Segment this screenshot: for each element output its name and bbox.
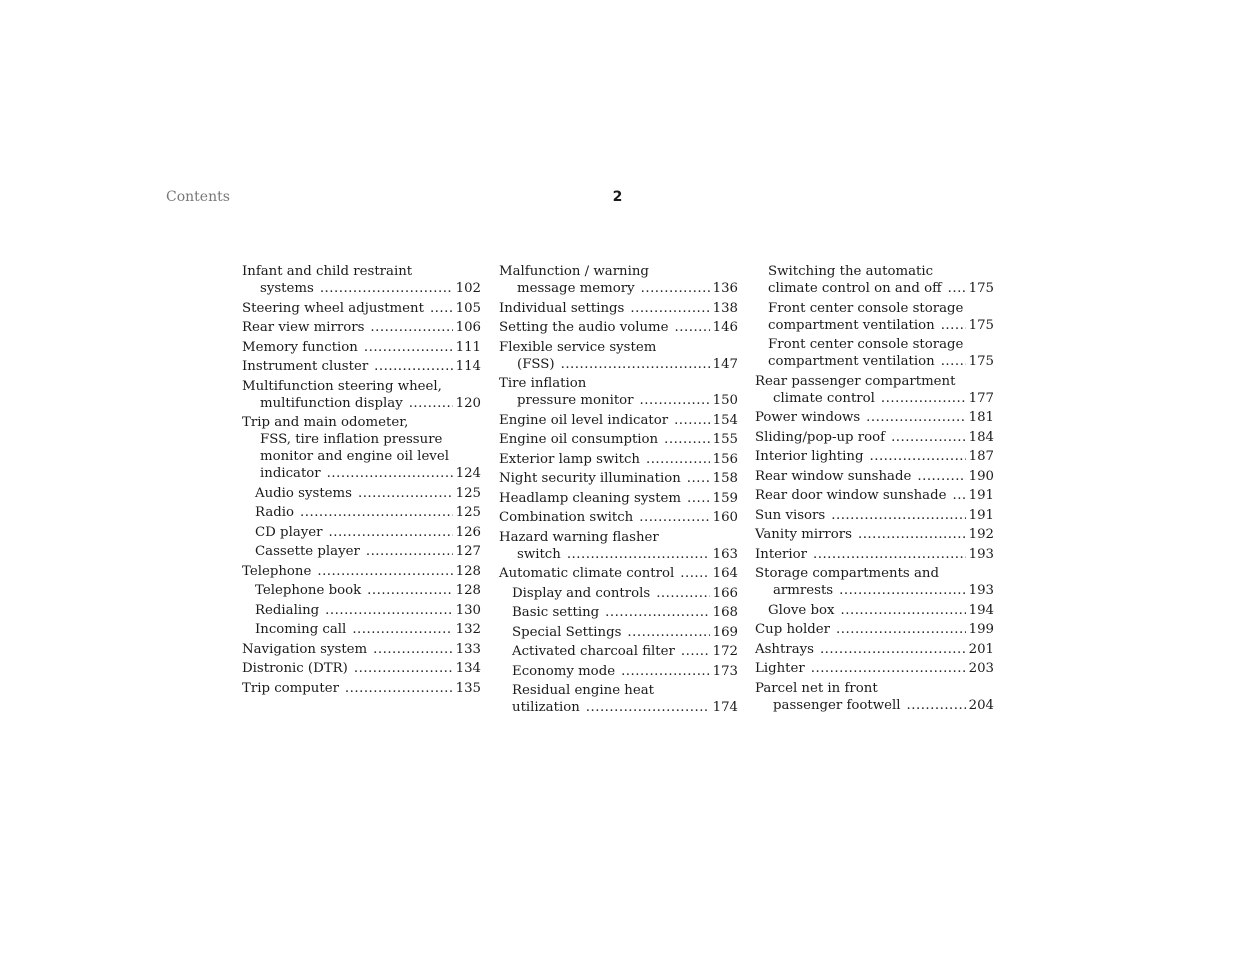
toc-entry[interactable] xyxy=(242,582,481,599)
dot-leader xyxy=(680,565,709,582)
toc-entry-leader-line xyxy=(242,280,481,297)
toc-entry[interactable] xyxy=(499,682,738,716)
toc-entry-leader-line xyxy=(255,524,481,541)
toc-entry-leader-line xyxy=(242,563,481,580)
toc-entry[interactable] xyxy=(755,448,994,465)
toc-entry-page: 127 xyxy=(455,544,481,559)
toc-entry-leader-line xyxy=(755,582,994,599)
toc-entry-page: 201 xyxy=(968,641,994,657)
toc-entry-title-line: Flexible service system xyxy=(499,339,657,355)
toc-entry[interactable] xyxy=(499,470,738,487)
toc-entry-title-line: Parcel net in front xyxy=(755,680,878,696)
toc-entry-page: 204 xyxy=(968,697,994,713)
toc-entry-page: 190 xyxy=(968,468,994,484)
dot-leader xyxy=(630,300,709,317)
toc-entry-title: Redialing xyxy=(255,602,320,618)
toc-entry-leader-line xyxy=(768,602,994,619)
toc-entry-title: climate control xyxy=(773,390,875,406)
toc-entry-page: 194 xyxy=(968,602,994,618)
toc-entry[interactable] xyxy=(242,602,481,619)
toc-entry-title-line: Rear passenger compartment xyxy=(755,373,956,389)
dot-leader xyxy=(952,487,965,504)
toc-entry-title: Display and controls xyxy=(512,585,651,601)
dot-leader xyxy=(354,660,453,677)
toc-entry[interactable] xyxy=(499,604,738,621)
dot-leader xyxy=(813,546,966,563)
toc-entry-page: 120 xyxy=(455,395,481,411)
dot-leader xyxy=(373,641,452,658)
toc-entry-title-line: Front center console storage xyxy=(768,300,964,316)
dot-leader xyxy=(836,621,966,638)
toc-entry-title-line: Front center console storage xyxy=(768,337,964,352)
toc-entry-title: Combination switch xyxy=(499,510,634,525)
toc-entry[interactable] xyxy=(242,504,481,521)
toc-entry-title: armrests xyxy=(773,583,834,598)
dot-leader xyxy=(640,392,710,409)
toc-entry-title: compartment ventilation xyxy=(768,354,935,369)
toc-entry-leader-line xyxy=(499,300,738,317)
toc-entry-leader-line xyxy=(768,317,994,334)
toc-entry-title: Navigation system xyxy=(242,641,368,657)
toc-entry-page: 160 xyxy=(712,510,738,525)
toc-entry-title: Ashtrays xyxy=(755,641,814,657)
toc-entry-leader-line xyxy=(499,431,738,448)
toc-entry-title: Memory function xyxy=(242,339,358,355)
dot-leader xyxy=(345,680,453,697)
toc-entry-leader-line xyxy=(242,319,481,336)
toc-entry[interactable] xyxy=(755,621,994,638)
toc-entry-leader-line xyxy=(242,680,481,697)
toc-entry-title: (FSS) xyxy=(517,356,555,372)
toc-entry[interactable] xyxy=(755,373,994,407)
toc-entry-leader-line xyxy=(255,621,481,638)
toc-entry-title: Incoming call xyxy=(255,622,347,637)
toc-entry-page: 134 xyxy=(455,661,481,676)
dot-leader xyxy=(409,395,453,412)
toc-entry[interactable] xyxy=(755,546,994,563)
toc-entry-title: utilization xyxy=(512,700,580,715)
dot-leader xyxy=(664,431,709,448)
toc-entry[interactable] xyxy=(242,641,481,658)
toc-entry[interactable] xyxy=(755,565,994,599)
toc-entry[interactable] xyxy=(755,487,994,504)
dot-leader xyxy=(320,280,453,297)
toc-entry-title: Interior lighting xyxy=(755,449,864,464)
toc-entry[interactable] xyxy=(242,358,481,375)
dot-leader xyxy=(687,490,710,507)
toc-entry-title: Automatic climate control xyxy=(499,566,675,581)
toc-entry-leader-line xyxy=(242,465,481,482)
toc-entry-page: 191 xyxy=(968,488,994,503)
toc-entry-title: message memory xyxy=(517,281,635,296)
dot-leader xyxy=(329,524,453,541)
dot-leader xyxy=(656,585,709,602)
toc-entry-page: 130 xyxy=(455,602,481,618)
toc-entry-leader-line xyxy=(242,300,481,317)
toc-entry-page: 132 xyxy=(455,622,481,637)
dot-leader xyxy=(627,624,709,641)
toc-entry-title-line: Tire inflation xyxy=(499,376,587,391)
toc-entry[interactable] xyxy=(499,263,738,297)
toc-entry-leader-line xyxy=(512,604,738,621)
toc-entry-title: Rear window sunshade xyxy=(755,468,912,484)
toc-entry-page: 169 xyxy=(712,624,738,640)
toc-entry-leader-line xyxy=(512,624,738,641)
dot-leader xyxy=(358,485,453,502)
toc-entry[interactable] xyxy=(755,468,994,485)
toc-entry-leader-line xyxy=(242,641,481,658)
toc-entry-leader-line xyxy=(242,395,481,412)
toc-entry-leader-line xyxy=(255,504,481,521)
toc-entry-page: 156 xyxy=(712,451,738,467)
toc-entry-page: 106 xyxy=(455,320,481,335)
toc-entry-page: 150 xyxy=(712,393,738,408)
toc-entry-page: 199 xyxy=(968,622,994,637)
toc-entry-leader-line xyxy=(755,641,994,658)
dot-leader xyxy=(300,504,453,521)
toc-entry-title: Telephone xyxy=(242,563,312,579)
toc-entry-title-line: Residual engine heat xyxy=(512,683,655,698)
dot-leader xyxy=(881,390,966,407)
toc-entry-leader-line xyxy=(768,280,994,297)
toc-entry-title: Cassette player xyxy=(255,544,360,559)
toc-entry-leader-line xyxy=(755,448,994,465)
toc-entry[interactable] xyxy=(242,680,481,697)
toc-entry-leader-line xyxy=(755,660,994,677)
toc-entry[interactable] xyxy=(242,414,481,482)
toc-column-3 xyxy=(755,263,994,716)
dot-leader xyxy=(687,470,710,487)
toc-entry[interactable] xyxy=(499,412,738,429)
toc-entry[interactable] xyxy=(242,300,481,317)
toc-entry-leader-line xyxy=(499,280,738,297)
dot-leader xyxy=(325,602,452,619)
toc-entry-leader-line xyxy=(755,621,994,638)
toc-entry-leader-line xyxy=(242,660,481,677)
toc-entry-title-line: Malfunction / warning xyxy=(499,264,649,279)
toc-entry-title: Interior xyxy=(755,546,807,562)
toc-entry-page: 193 xyxy=(968,546,994,562)
dot-leader xyxy=(866,409,965,426)
toc-entry-title: CD player xyxy=(255,524,323,540)
toc-entry[interactable] xyxy=(242,378,481,412)
toc-entry-title-line: Hazard warning flasher xyxy=(499,529,659,545)
toc-entry[interactable] xyxy=(499,585,738,602)
toc-entry-leader-line xyxy=(499,319,738,336)
toc-entry[interactable] xyxy=(755,507,994,524)
toc-entry-page: 193 xyxy=(968,583,994,598)
dot-leader xyxy=(907,697,966,714)
dot-leader xyxy=(327,465,453,482)
toc-entry-title: Headlamp cleaning system xyxy=(499,490,682,506)
toc-entry[interactable] xyxy=(755,429,994,446)
toc-entry[interactable] xyxy=(499,375,738,409)
toc-entry-title-line: Infant and child restraint xyxy=(242,264,413,279)
toc-entry-page: 174 xyxy=(712,700,738,715)
toc-entry[interactable] xyxy=(755,300,994,334)
toc-entry-title: Power windows xyxy=(755,410,861,425)
dot-leader xyxy=(374,358,452,375)
toc-entry-leader-line xyxy=(499,470,738,487)
dot-leader xyxy=(869,448,965,465)
toc-entry[interactable] xyxy=(755,526,994,543)
toc-entry-leader-line xyxy=(755,487,994,504)
toc-entry-title: systems xyxy=(260,281,314,296)
toc-entry[interactable] xyxy=(242,621,481,638)
toc-entry[interactable] xyxy=(755,409,994,426)
toc-entry-page: 172 xyxy=(712,644,738,659)
toc-entry-leader-line xyxy=(755,546,994,563)
dot-leader xyxy=(317,563,452,580)
toc-entry-page: 105 xyxy=(455,300,481,316)
toc-entry-title: Lighter xyxy=(755,661,805,676)
toc-entry-leader-line xyxy=(512,643,738,660)
toc-entry[interactable] xyxy=(499,663,738,680)
toc-entry-title: Glove box xyxy=(768,602,835,618)
toc-entry-page: 163 xyxy=(712,546,738,562)
dot-leader xyxy=(639,509,709,526)
toc-entry-title: Radio xyxy=(255,505,295,520)
toc-entry[interactable] xyxy=(242,485,481,502)
toc-entry-page: 125 xyxy=(455,505,481,520)
toc-entry-page: 177 xyxy=(968,390,994,406)
toc-entry[interactable] xyxy=(499,565,738,582)
toc-entry-leader-line xyxy=(755,507,994,524)
dot-leader xyxy=(621,663,710,680)
toc-entry[interactable] xyxy=(499,451,738,468)
toc-entry-leader-line xyxy=(755,697,994,714)
toc-entry[interactable] xyxy=(755,660,994,677)
toc-entry-title-line: Storage compartments and xyxy=(755,566,939,581)
toc-entry-leader-line xyxy=(255,602,481,619)
toc-entry-page: 192 xyxy=(968,527,994,542)
dot-leader xyxy=(675,319,710,336)
toc-entry-title: Distronic (DTR) xyxy=(242,661,348,676)
toc-entry[interactable] xyxy=(242,660,481,677)
toc-entry[interactable] xyxy=(755,602,994,619)
toc-entry-leader-line xyxy=(755,468,994,485)
toc-entry-leader-line xyxy=(242,339,481,356)
toc-entry-title-line: monitor and engine oil level xyxy=(260,449,449,464)
toc-entry-leader-line xyxy=(499,546,738,563)
toc-entry-leader-line xyxy=(499,509,738,526)
toc-entry-page: 135 xyxy=(455,680,481,696)
toc-entry-title-line: Trip and main odometer, xyxy=(242,415,409,430)
toc-entry-title: Cup holder xyxy=(755,622,831,637)
dot-leader xyxy=(641,280,710,297)
toc-entry-title: Steering wheel adjustment xyxy=(242,300,424,316)
toc-entry-page: 136 xyxy=(712,281,738,296)
toc-entry[interactable] xyxy=(242,563,481,580)
toc-entry-leader-line xyxy=(255,543,481,560)
toc-entry-title: passenger footwell xyxy=(773,697,901,713)
toc-entry-leader-line xyxy=(499,490,738,507)
toc-entry-title: Sun visors xyxy=(755,507,826,523)
toc-entry-page: 187 xyxy=(968,449,994,464)
toc-entry-page: 175 xyxy=(968,317,994,333)
toc-entry-title: Exterior lamp switch xyxy=(499,451,640,467)
toc-entry-title: Activated charcoal filter xyxy=(512,644,675,659)
dot-leader xyxy=(364,339,453,356)
toc-entry-page: 158 xyxy=(712,471,738,486)
toc-entry[interactable] xyxy=(499,624,738,641)
toc-entry[interactable] xyxy=(755,336,994,370)
dot-leader xyxy=(370,319,452,336)
toc-entry-page: 184 xyxy=(968,429,994,445)
dot-leader xyxy=(820,641,966,658)
toc-entry-leader-line xyxy=(755,390,994,407)
toc-entry-title: Setting the audio volume xyxy=(499,320,669,335)
toc-entry-title: Engine oil level indicator xyxy=(499,412,669,428)
toc-entry-leader-line xyxy=(512,585,738,602)
toc-entry-leader-line xyxy=(755,409,994,426)
toc-entry-leader-line xyxy=(255,582,481,599)
toc-entry-page: 181 xyxy=(968,410,994,425)
toc-entry-page: 203 xyxy=(968,661,994,676)
toc-entry-title: Sliding/pop-up roof xyxy=(755,429,886,445)
toc-entry[interactable] xyxy=(499,431,738,448)
toc-entry-page: 102 xyxy=(455,281,481,296)
toc-entry-title: Instrument cluster xyxy=(242,359,369,374)
toc-entry-title: multifunction display xyxy=(260,395,403,411)
dot-leader xyxy=(841,602,966,619)
toc-entry-page: 138 xyxy=(712,300,738,316)
toc-entry-title: climate control on and off xyxy=(768,281,942,296)
toc-entry-page: 155 xyxy=(712,432,738,447)
dot-leader xyxy=(367,582,452,599)
toc-entry[interactable] xyxy=(499,490,738,507)
toc-entry-page: 173 xyxy=(712,663,738,679)
toc-entry[interactable] xyxy=(499,300,738,317)
dot-leader xyxy=(917,468,965,485)
toc-entry-leader-line xyxy=(499,412,738,429)
toc-entry-leader-line xyxy=(512,699,738,716)
toc-entry-page: 147 xyxy=(712,356,738,372)
toc-entry[interactable] xyxy=(242,524,481,541)
toc-entry-page: 175 xyxy=(968,354,994,369)
section-title: Contents xyxy=(166,189,230,205)
toc-entry[interactable] xyxy=(242,263,481,297)
toc-entry-leader-line xyxy=(499,565,738,582)
dot-leader xyxy=(941,353,966,370)
toc-entry[interactable] xyxy=(499,319,738,336)
dot-leader xyxy=(811,660,966,677)
toc-entry-page: 124 xyxy=(455,466,481,481)
toc-entry-title-line: Switching the automatic xyxy=(768,264,934,279)
toc-entry-title: Night security illumination xyxy=(499,471,681,486)
toc-entry-page: 154 xyxy=(712,412,738,428)
toc-entry[interactable] xyxy=(242,319,481,336)
toc-entry-leader-line xyxy=(242,358,481,375)
toc-entry-page: 146 xyxy=(712,320,738,335)
toc-entry-leader-line xyxy=(768,353,994,370)
toc-entry-page: 166 xyxy=(712,585,738,601)
toc-entry-page: 111 xyxy=(455,339,481,355)
toc-entry-title: Audio systems xyxy=(255,485,352,501)
toc-entry-leader-line xyxy=(512,663,738,680)
dot-leader xyxy=(430,300,453,317)
toc-entry-leader-line xyxy=(499,392,738,409)
toc-entry-title: Trip computer xyxy=(242,680,339,696)
toc-entry-title: Vanity mirrors xyxy=(755,527,852,542)
toc-entry-title-line: FSS, tire inflation pressure xyxy=(260,432,443,447)
dot-leader xyxy=(605,604,709,621)
toc-entry-page: 164 xyxy=(712,566,738,581)
toc-entry-title-line: Multifunction steering wheel, xyxy=(242,378,442,394)
dot-leader xyxy=(948,280,966,297)
toc-entry-title: Rear door window sunshade xyxy=(755,488,947,503)
toc-entry-leader-line xyxy=(755,526,994,543)
toc-entry[interactable] xyxy=(755,641,994,658)
page-number: 2 xyxy=(612,189,623,205)
toc-entry-leader-line xyxy=(499,451,738,468)
toc-entry[interactable] xyxy=(499,509,738,526)
dot-leader xyxy=(831,507,965,524)
toc-entry-title: indicator xyxy=(260,466,321,481)
toc-entry-page: 128 xyxy=(455,563,481,579)
toc-entry-page: 114 xyxy=(455,359,481,374)
toc-entry[interactable] xyxy=(499,643,738,660)
dot-leader xyxy=(586,699,710,716)
toc-entry-title: pressure monitor xyxy=(517,393,634,408)
toc-entry-leader-line xyxy=(755,429,994,446)
dot-leader xyxy=(941,317,966,334)
dot-leader xyxy=(839,582,966,599)
toc-entry-page: 128 xyxy=(455,583,481,598)
dot-leader xyxy=(366,543,453,560)
toc-entry[interactable] xyxy=(755,263,994,297)
toc-entry-title: Rear view mirrors xyxy=(242,320,365,335)
toc-entry-title: Special Settings xyxy=(512,624,622,640)
dot-leader xyxy=(567,546,710,563)
toc-entry-title: Engine oil consumption xyxy=(499,432,659,447)
dot-leader xyxy=(681,643,710,660)
toc-entry-page: 133 xyxy=(455,641,481,657)
toc-entry-title: Basic setting xyxy=(512,605,600,620)
toc-entry-page: 191 xyxy=(968,507,994,523)
toc-entry-title: Economy mode xyxy=(512,663,616,679)
toc-column-2 xyxy=(499,263,738,719)
toc-entry[interactable] xyxy=(499,529,738,563)
toc-entry-page: 159 xyxy=(712,490,738,506)
dot-leader xyxy=(646,451,710,468)
dot-leader xyxy=(858,526,966,543)
dot-leader xyxy=(674,412,710,429)
toc-entry-title: Individual settings xyxy=(499,300,625,316)
dot-leader xyxy=(352,621,452,638)
toc-entry-page: 126 xyxy=(455,524,481,540)
toc-entry-leader-line xyxy=(255,485,481,502)
toc-entry[interactable] xyxy=(242,543,481,560)
toc-entry-page: 168 xyxy=(712,605,738,620)
toc-entry-page: 175 xyxy=(968,281,994,296)
toc-entry-page: 125 xyxy=(455,485,481,501)
toc-entry[interactable] xyxy=(242,339,481,356)
toc-column-1 xyxy=(242,263,481,699)
toc-entry-title: switch xyxy=(517,546,561,562)
toc-entry[interactable] xyxy=(499,339,738,373)
toc-entry-title: compartment ventilation xyxy=(768,317,935,333)
toc-entry[interactable] xyxy=(755,680,994,714)
dot-leader xyxy=(891,429,966,446)
toc-entry-title: Telephone book xyxy=(255,583,362,598)
dot-leader xyxy=(561,356,710,373)
toc-entry-leader-line xyxy=(499,356,738,373)
